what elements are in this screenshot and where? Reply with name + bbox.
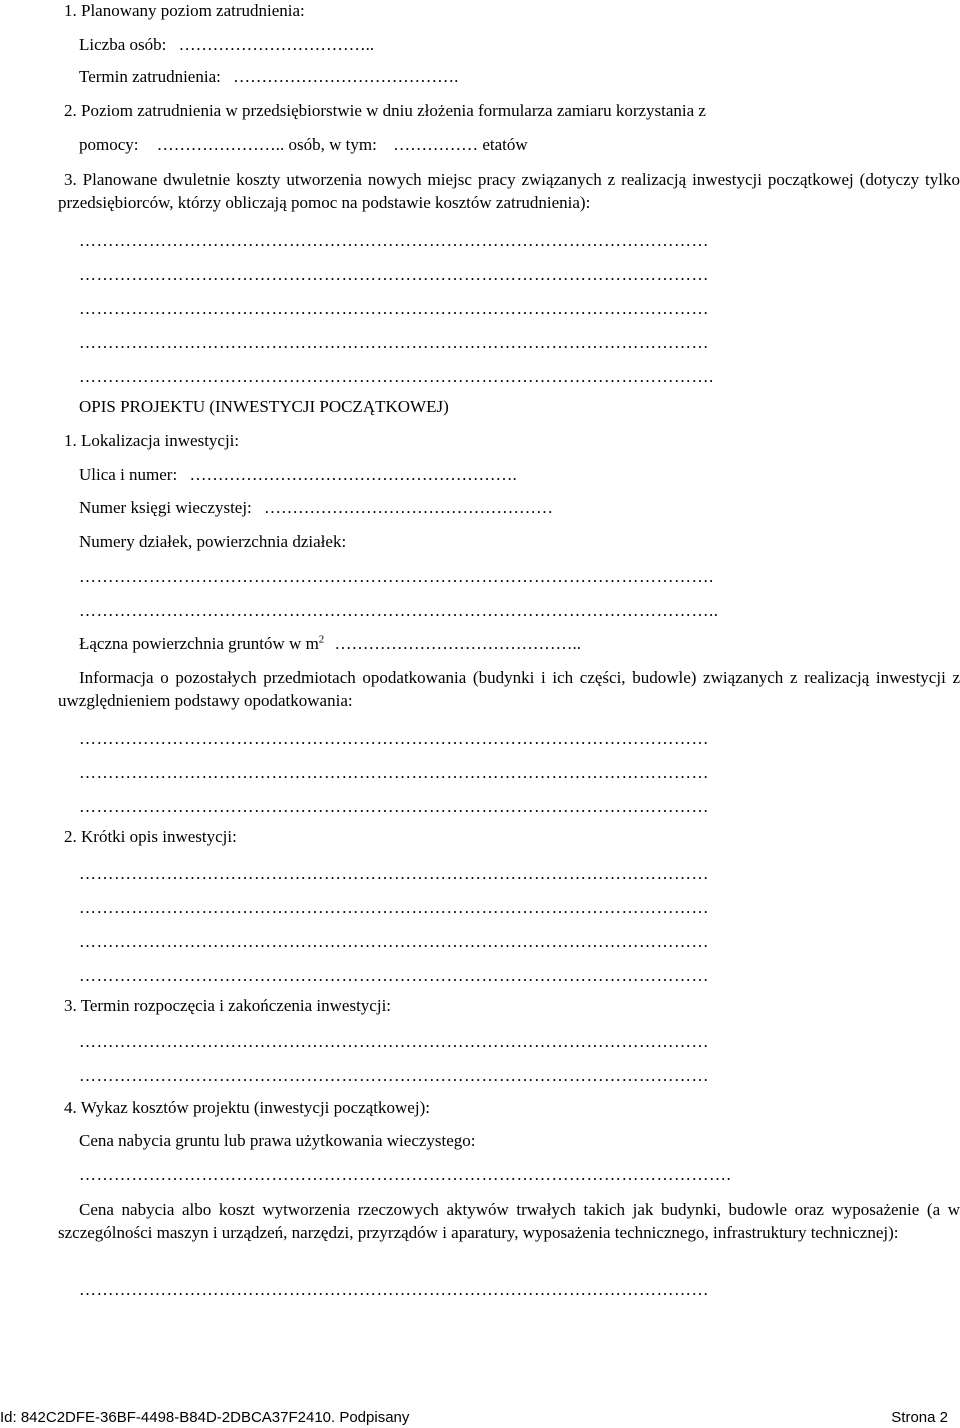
planned-costs-line-4[interactable]: ………………………………………………………………………………………………: [79, 333, 709, 352]
tax-info-line-3[interactable]: ………………………………………………………………………………………………: [79, 797, 709, 816]
current-employment-persons-field[interactable]: ………………….. osób, w tym:: [156, 135, 377, 154]
total-area-superscript: 2: [318, 633, 325, 646]
plots-label: Numery działek, powierzchnia działek:: [79, 532, 347, 551]
planned-costs-line-5[interactable]: ……………………………………………………………………………………………….: [79, 367, 714, 386]
short-description-line-4[interactable]: ………………………………………………………………………………………………: [79, 966, 709, 985]
persons-count-row: [79, 34, 374, 56]
item-planned-employment-title: 1. Planowany poziom zatrudnienia:: [64, 1, 305, 20]
short-description-line-2[interactable]: ………………………………………………………………………………………………: [79, 898, 709, 917]
project-description-heading: OPIS PROJEKTU (INWESTYCJI POCZĄTKOWEJ): [79, 397, 449, 416]
current-employment-fte-field[interactable]: …………… etatów: [393, 135, 528, 154]
land-register-label: Numer księgi wieczystej:: [79, 498, 252, 517]
short-description-line-1[interactable]: ………………………………………………………………………………………………: [79, 864, 709, 883]
employment-term-field[interactable]: ………………………………….: [233, 67, 459, 86]
land-price-label: Cena nabycia gruntu lub prawa użytkowania wieczystego:: [79, 1131, 476, 1150]
document-id: Id: 842C2DFE-36BF-4498-B84D-2DBCA37F2410. Podpisany: [0, 1409, 410, 1426]
term-line-2[interactable]: ………………………………………………………………………………………………: [79, 1066, 709, 1085]
planned-costs-line-2[interactable]: ………………………………………………………………………………………………: [79, 265, 709, 284]
item-location-title: 1. Lokalizacja inwestycji:: [64, 431, 240, 450]
employment-term-row: [79, 66, 458, 88]
street-label: Ulica i numer:: [79, 465, 178, 484]
planned-costs-line-3[interactable]: ………………………………………………………………………………………………: [79, 299, 709, 318]
current-employment-label: pomocy:: [79, 135, 139, 154]
persons-count-field[interactable]: ……………………………..: [178, 35, 375, 54]
street-field[interactable]: ………………………………………………….: [189, 465, 517, 484]
land-price-field[interactable]: ………………………………………………………………………………………………….: [79, 1165, 732, 1184]
total-area-field[interactable]: ……………………………………..: [334, 634, 582, 653]
plots-line-1[interactable]: ……………………………………………………………………………………………….: [79, 567, 714, 586]
item-term-title: 3. Termin rozpoczęcia i zakończenia inwestycji:: [64, 996, 392, 1015]
assets-field[interactable]: ………………………………………………………………………………………………: [79, 1280, 709, 1299]
planned-costs-line-1[interactable]: ………………………………………………………………………………………………: [79, 231, 709, 250]
short-description-line-3[interactable]: ………………………………………………………………………………………………: [79, 932, 709, 951]
term-line-1[interactable]: ………………………………………………………………………………………………: [79, 1032, 709, 1051]
item-costs-list-title: 4. Wykaz kosztów projektu (inwestycji początkowej):: [64, 1098, 430, 1117]
page-number: Strona 2: [891, 1409, 948, 1426]
land-register-field[interactable]: ……………………………………………: [264, 498, 554, 517]
employment-term-label: Termin zatrudnienia:: [79, 67, 221, 86]
current-employment-row: [79, 134, 528, 156]
tax-info-line-2[interactable]: ………………………………………………………………………………………………: [79, 763, 709, 782]
item-short-description-title: 2. Krótki opis inwestycji:: [64, 827, 237, 846]
street-row: [79, 464, 517, 486]
total-area-row: [79, 633, 581, 655]
assets-text: Cena nabycia albo koszt wytworzenia rzeczowych aktywów trwałych takich jak budynki, budowle oraz wyposażenie (a w szczególności maszyn i urządzeń, narzędzi, przyrządów i aparatury, wyposażenia technicznego, infrastruktury technicznej):: [58, 1200, 960, 1242]
persons-count-label: Liczba osób:: [79, 35, 167, 54]
tax-info-line-1[interactable]: ………………………………………………………………………………………………: [79, 729, 709, 748]
tax-info-text: Informacja o pozostałych przedmiotach opodatkowania (budynki i ich części, budowle) związanych z realizacją inwestycji z uwzględnieniem podstawy opodatkowania:: [58, 668, 960, 710]
item-current-employment-title: 2. Poziom zatrudnienia w przedsiębiorstwie w dniu złożenia formularza zamiaru korzystania z: [64, 101, 706, 120]
total-area-label: Łączna powierzchnia gruntów w m: [79, 634, 319, 653]
plots-line-2[interactable]: ………………………………………………………………………………………………..: [79, 601, 719, 620]
item-planned-costs-text: 3. Planowane dwuletnie koszty utworzenia nowych miejsc pracy związanych z realizacją inwestycji początkowej (dotyczy tylko przedsiębiorców, którzy obliczają pomoc na podstawie kosztów zatrudnienia):: [58, 170, 960, 212]
land-register-row: [79, 497, 553, 519]
